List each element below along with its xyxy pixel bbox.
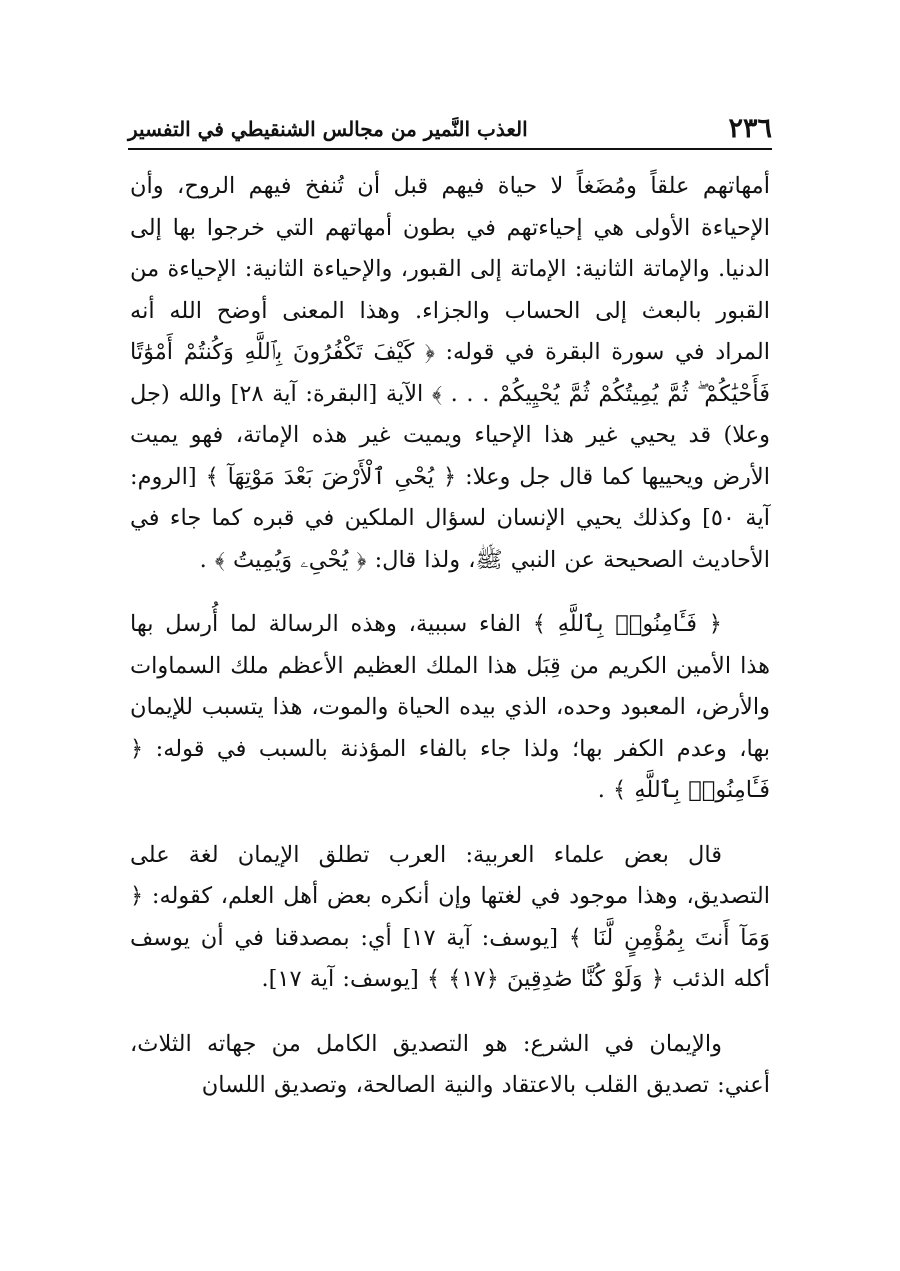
paragraph-resurrection: أمهاتهم علقاً ومُضَغاً لا حياة فيهم قبل أن تُنفخ فيهم الروح، وأن الإحياءة الأولى هي إحياءتهم في بطون أمهاتهم التي خرجوا بها إلى الدنيا. والإماتة الثانية: الإماتة إلى القبور، والإحياءة الثانية: الإحياءة من القبور بالبعث إلى الحساب والجزاء. وهذا المعنى أوضح الله أنه المراد في سورة البقرة في قوله: ﴿ كَيْفَ تَكْفُرُونَ بِٱللَّهِ وَكُنتُمْ أَمْوَٰتًا فَأَحْيَٰكُمْ ۖ ثُمَّ يُمِيتُكُمْ ثُمَّ يُحْيِيكُمْ . . . ﴾ الآية [البقرة: آية ٢٨] والله (جل وعلا) قد يحيي غير هذا الإحياء ويميت غير هذه الإماتة، فهو يميت الأرض ويحييها كما قال جل وعلا: ﴿ يُحْىِ ٱلْأَرْضَ بَعْدَ مَوْتِهَآ ﴾ [الروم: آية ٥٠] وكذلك يحيي الإنسان لسؤال الملكين في قبره كما جاء في الأحاديث الصحيحة عن النبي ﷺ، ولذا قال: ﴿ يُحْىِۦ وَيُمِيتُ ﴾ . (130, 173, 770, 573)
book-title: العذب النَّمير من مجالس الشنقيطي في التفسير (128, 117, 528, 141)
running-header (128, 108, 772, 144)
body-text (130, 166, 770, 1107)
paragraph-iman-linguistic: قال بعض علماء العربية: العرب تطلق الإيمان لغة على التصديق، وهذا موجود في لغتها وإن أنكره بعض أهل العلم، كقوله: ﴿ وَمَآ أَنتَ بِمُؤْمِنٍ لَّنَا ﴾ [يوسف: آية ١٧] أي: بمصدقنا في أن يوسف أكله الذئب ﴿ وَلَوْ كُنَّا صَٰدِقِينَ ﴿١٧﴾ ﴾ [يوسف: آية ١٧]. (130, 841, 770, 992)
page-number: ٢٣٦ (728, 113, 772, 144)
paragraph-believe-in-allah: ﴿ فَـَٔامِنُوا۟ بِٱللَّهِ ﴾ الفاء سببية، وهذه الرسالة لما أُرسل بها هذا الأمين الكريم من قِبَل هذا الملك العظيم الأعظم ملك السماوات والأرض، المعبود وحده، الذي بيده الحياة والموت، هذا يتسبب للإيمان بها، وعدم الكفر بها؛ ولذا جاء بالفاء المؤذنة بالسبب في قوله: ﴿ فَـَٔامِنُوا۟ بِٱللَّهِ ﴾ . (130, 611, 770, 803)
header-divider (128, 148, 772, 150)
paragraph-iman-shari: والإيمان في الشرع: هو التصديق الكامل من جهاته الثلاث، أعني: تصديق القلب بالاعتقاد والنية الصالحة، وتصديق اللسان (130, 1030, 770, 1098)
